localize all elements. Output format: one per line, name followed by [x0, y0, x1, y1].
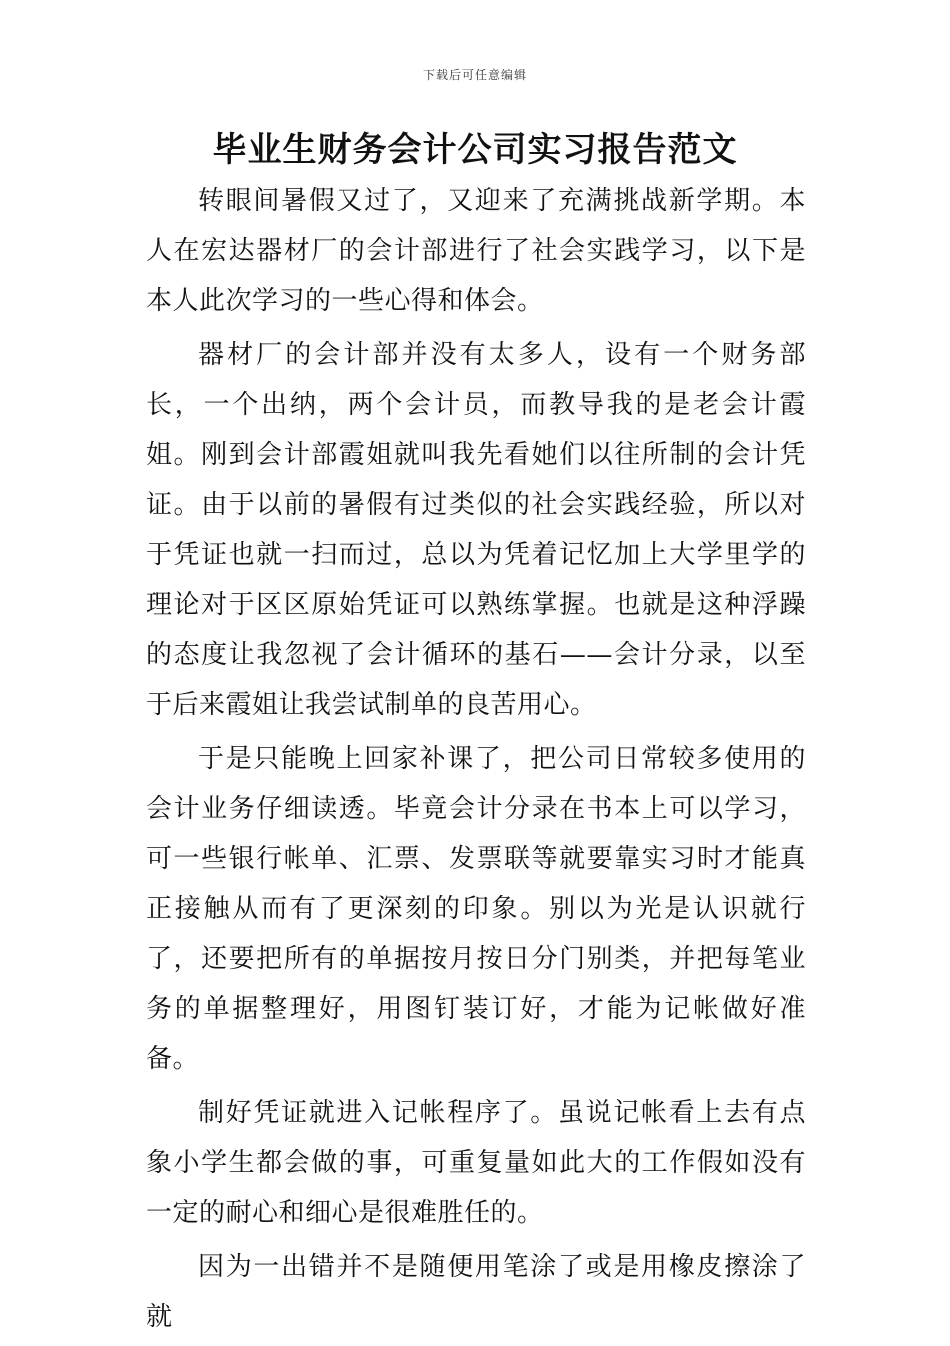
paragraph-1: 转眼间暑假又过了，又迎来了充满挑战新学期。本人在宏达器材厂的会计部进行了社会实践学习，以下是本人此次学习的一些心得和体会。 [146, 186, 806, 316]
document-body [146, 176, 806, 1346]
paragraph-2: 器材厂的会计部并没有太多人，设有一个财务部长，一个出纳，两个会计员，而教导我的是老会计霞姐。刚到会计部霞姐就叫我先看她们以往所制的会计凭证。由于以前的暑假有过类似的社会实践经验，所以对于凭证也就一扫而过，总以为凭着记忆加上大学里学的理论对于区区原始凭证可以熟练掌握。也就是这种浮躁的态度让我忽视了会计循环的基石——会计分录，以至于后来霞姐让我尝试制单的良苦用心。 [146, 340, 806, 720]
header-note: 下载后可任意编辑 [422, 68, 527, 82]
document-title: 毕业生财务会计公司实习报告范文 [212, 130, 738, 170]
paragraph-3: 于是只能晚上回家补课了，把公司日常较多使用的会计业务仔细读透。毕竟会计分录在书本上可以学习，可一些银行帐单、汇票、发票联等就要靠实习时才能真正接触从而有了更深刻的印象。别以为光是认识就行了，还要把所有的单据按月按日分门别类，并把每笔业务的单据整理好，用图钉装订好，才能为记帐做好准备。 [146, 744, 806, 1074]
paragraph-4: 制好凭证就进入记帐程序了。虽说记帐看上去有点象小学生都会做的事，可重复量如此大的工作假如没有一定的耐心和细心是很难胜任的。 [146, 1098, 806, 1228]
paragraph-5: 因为一出错并不是随便用笔涂了或是用橡皮擦涂了就 [146, 1252, 806, 1332]
